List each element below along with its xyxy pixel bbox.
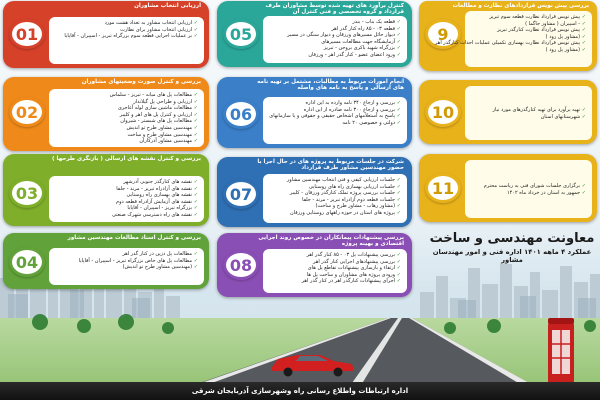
card-08 bbox=[217, 233, 412, 297]
title-subtitle: عملکرد ۴ ماهه ۱۴۰۱ اداره فنی و امور مهندسان مشاور bbox=[432, 248, 592, 264]
infographic-title bbox=[427, 231, 597, 264]
card-03-line: ✓ نقشه های آزادراه تبریز - مرند - جلفا bbox=[53, 186, 198, 193]
card-05-line: ✓ قطعه ۰۳ - ۸۵ راه کنار گذر اهر bbox=[267, 26, 401, 33]
card-05-line: ✓ دیوار حائل مسیرهای ورزقان و دیوار سنگی در مسیر bbox=[267, 32, 401, 39]
card-04-number-badge: 04 bbox=[9, 247, 45, 277]
card-06-line: ✓ بررسی و ارجاع ۳۴۰ نامه وارده به این اداره bbox=[267, 100, 401, 107]
card-05-line: ✓ ورود اعضای عضو - کنار گذر اهر - ورزقان bbox=[267, 52, 401, 59]
card-06-number-badge: 06 bbox=[223, 99, 259, 129]
footer-bar: اداره ارتباطات واطلاع رسانی راه وشهرسازی آذربایجان شرقی bbox=[0, 382, 600, 400]
card-05-line: ✓ آزمایشگاه جهت مطالعات مسیرهای bbox=[267, 39, 401, 46]
card-02-line: ✓ مطالعات پل های میانه - تبریز - سلماس bbox=[53, 92, 198, 99]
card-07-line: ✓ (مشاور رهاب - مشاور طرح و ساخت) bbox=[267, 203, 401, 210]
card-02-body bbox=[49, 89, 204, 147]
card-08-body bbox=[263, 249, 407, 293]
card-02-line: ✓ مهندسین مشاور طرح تو اندیش bbox=[53, 125, 198, 132]
card-09-line: ✓ (مشاور پل رود ) bbox=[469, 47, 586, 54]
card-02-number-badge: 02 bbox=[9, 97, 45, 127]
card-02-title: بررسی و کنترل صورت وضعیتهای مشاوران bbox=[81, 79, 201, 85]
card-09-number-badge: 9 bbox=[425, 19, 461, 49]
card-03-number-badge: 03 bbox=[9, 178, 45, 208]
card-02-line: ✓ مهندسین مشاور آذرکاران bbox=[53, 138, 198, 145]
card-06-body bbox=[263, 97, 407, 144]
card-01-title: ارزیابی انتخاب مشاوران bbox=[134, 3, 201, 9]
card-08-line: ✓ ارتقاء و بازسازی پیشنهادات تقاطع پل های bbox=[267, 265, 401, 272]
phone-booth bbox=[546, 318, 576, 384]
card-01-line: ✓ بر عملیات اجرایی قطعه سوم بزرگراه تبریز - اسپیران - آقاپایا bbox=[53, 33, 198, 40]
card-06-line: ✓ بررسی و ارجاع ۳۰۰ نامه صادره از این اداره bbox=[267, 107, 401, 114]
card-05-line: ✓ بزرگراه شهید باکری بروجن - تبریز bbox=[267, 45, 401, 52]
card-04-line: ✓ (مهندسین مشاور طرح تو اندیش) bbox=[53, 264, 198, 271]
card-11 bbox=[419, 154, 597, 222]
card-07-body bbox=[263, 174, 407, 223]
card-09-line: ✓ پیش نویس قرارداد نظارت قطعه سوم تبریز bbox=[469, 14, 586, 21]
card-09 bbox=[419, 1, 597, 71]
card-01-line: ✓ ارزیابی انتخاب مشاور برای نظارت bbox=[53, 27, 198, 34]
card-08-line: ✓ بررسی پیشنهادات پل ۰۳ - ۸۵ کنار گذر اهر bbox=[267, 252, 401, 259]
card-06 bbox=[217, 77, 412, 148]
card-02-line: ✓ مطالعات پل های شبستر - شیروان bbox=[53, 118, 198, 125]
card-04-line: ✓ مطالعات پل دزین در کنار گذر اهر bbox=[53, 251, 198, 258]
card-07 bbox=[217, 157, 412, 227]
card-09-line: ✓ پیش نویس قرارداد نظارت بهسازی تکمیلی عملیات احداث کنارگذر اهر bbox=[469, 40, 586, 47]
card-08-title: بررسی پیشنهادات پیمانکاران در خصوص روند اجرایی اقتصادی و بهینه پروژه bbox=[258, 235, 404, 248]
card-01-body bbox=[49, 17, 204, 64]
card-03-line: ✓ نقشه های بهسازی راه روستایی bbox=[53, 192, 198, 199]
card-11-number-badge: 11 bbox=[425, 173, 461, 203]
card-04 bbox=[3, 233, 209, 289]
card-04-title: بررسی و کنترل اسناد مطالعات مهندسین مشاور bbox=[67, 235, 201, 241]
title-main: معاونت مهندسی و ساخت bbox=[429, 231, 595, 246]
card-01-number-badge: 01 bbox=[9, 19, 45, 49]
card-03-line: ✓ نقشه های کنارگذر جنوبی آذرشهر bbox=[53, 179, 198, 186]
card-05 bbox=[217, 1, 412, 67]
card-10-line: ✓ تهیه برآورد برای تهیه کنارگذرهای مورد نیاز bbox=[469, 107, 586, 114]
card-10-line: ✓ شهرستانهای استان bbox=[469, 114, 586, 121]
card-06-line: ✓ دولتی و خصوصی ۲۰ نامه bbox=[267, 120, 401, 127]
card-06-title: انجام امورات مربوط به مطالبات، مشتمل بر تهیه نامه های ارسالی و پاسخ به نامه های واصله bbox=[257, 79, 404, 92]
card-01-line: ✓ ارزیابی انتخاب مشاور به تعداد هشت مورد bbox=[53, 20, 198, 27]
card-03-title: بررسی و کنترل نقشه های ارسالی ( بازنگری طرحها ) bbox=[52, 156, 201, 162]
card-07-line: ✓ جلسات ارزیابی بهسازی راه های روستایی bbox=[267, 184, 401, 191]
card-11-line: ✓ برگزاری جلسات شورای فنی به ریاست محترم bbox=[469, 183, 586, 190]
card-04-line: ✓ مطالعات پل های خاص بزرگراه تبریز - اسپیران - آقاپایا bbox=[53, 258, 198, 265]
card-08-line: ✓ ورودی پروژه های مشاوران و ساخت پل ها bbox=[267, 272, 401, 279]
card-02-line: ✓ ارزیابی و طراحی پل گیلاندار bbox=[53, 99, 198, 106]
red-car bbox=[268, 347, 356, 377]
card-02 bbox=[3, 77, 209, 151]
card-10 bbox=[419, 80, 597, 144]
card-07-line: ✓ پروژه های استان در حوزه راههای روستایی ورزقان bbox=[267, 210, 401, 217]
card-10-body bbox=[465, 86, 592, 140]
card-05-title: کنترل برآورد های تهیه شده توسط مشاوران طرف قرارداد و گروه تخصصی و فنی کنترل آن bbox=[265, 3, 404, 16]
card-07-number-badge: 07 bbox=[223, 179, 259, 209]
card-04-body bbox=[49, 248, 204, 285]
card-05-line: ✓ قطعه یک بناب - بندر bbox=[267, 19, 401, 26]
card-03-line: ✓ نقشه های آزمایش آزادراه قطعه دوم bbox=[53, 199, 198, 206]
card-06-line: ✓ پاسخ به استعلامهای اشخاص حقیقی و حقوقی و یا سازمانهای bbox=[267, 113, 401, 120]
card-05-body bbox=[263, 16, 407, 63]
card-11-line: ✓ جمهور به استان در خرداد ماه ۱۴۰۲ bbox=[469, 190, 586, 197]
card-03-body bbox=[49, 176, 204, 222]
card-02-line: ✓ مهندسین مشاور طرح و ساخت bbox=[53, 132, 198, 139]
card-02-line: ✓ مطالعات ماشین سازی لوله آغاجری bbox=[53, 105, 198, 112]
card-07-line: ✓ جلسات قطعه دوم آزادراه تبریز - مرند - جلفا bbox=[267, 197, 401, 204]
card-08-line: ✓ اجرای پیشنهادات کنارگذر اهر در کنار گذر اهر bbox=[267, 278, 401, 285]
card-08-number-badge: 08 bbox=[223, 250, 259, 280]
card-09-body bbox=[434, 11, 592, 67]
card-08-line: ✓ بررسی پیشنهادهای اجرایی کنار گذر اهر bbox=[267, 259, 401, 266]
card-07-title: شرکت در جلسات مربوط به پروژه های در حال اجرا با حضور مهندسین مشاور طرف قرارداد bbox=[257, 159, 404, 172]
card-10-number-badge: 10 bbox=[425, 97, 461, 127]
card-09-line: ✓ (مشاور پل رود ) bbox=[469, 34, 586, 41]
card-07-line: ✓ جلسات بررسی پروژه تملک کنارگذر ورزقان - کلیبر bbox=[267, 190, 401, 197]
card-01 bbox=[3, 1, 209, 68]
card-09-line: ✓ پیش نویس قرارداد نظارت کنارگذر تبریز bbox=[469, 27, 586, 34]
card-03 bbox=[3, 154, 209, 226]
card-07-line: ✓ جلسات ارزیابی کیفی و فنی انتخاب مهندسین مشاور bbox=[267, 177, 401, 184]
card-03-line: ✓ نقشه های راه دسترسی شهرک صنعتی bbox=[53, 212, 198, 219]
card-09-title: بررسی پیش نویس قراردادهای نظارت و مطالعات bbox=[419, 1, 597, 9]
card-05-number-badge: 05 bbox=[223, 19, 259, 49]
card-02-line: ✓ ارزیابی و کنترل پل های اهر و کلیبر bbox=[53, 112, 198, 119]
card-03-line: ✓ بزرگراه تبریز - اسپیران - آقاپایا bbox=[53, 205, 198, 212]
card-09-line: ✓ - اسپیران ( مشاور جاگما ) bbox=[469, 21, 586, 28]
card-11-body bbox=[465, 160, 592, 218]
